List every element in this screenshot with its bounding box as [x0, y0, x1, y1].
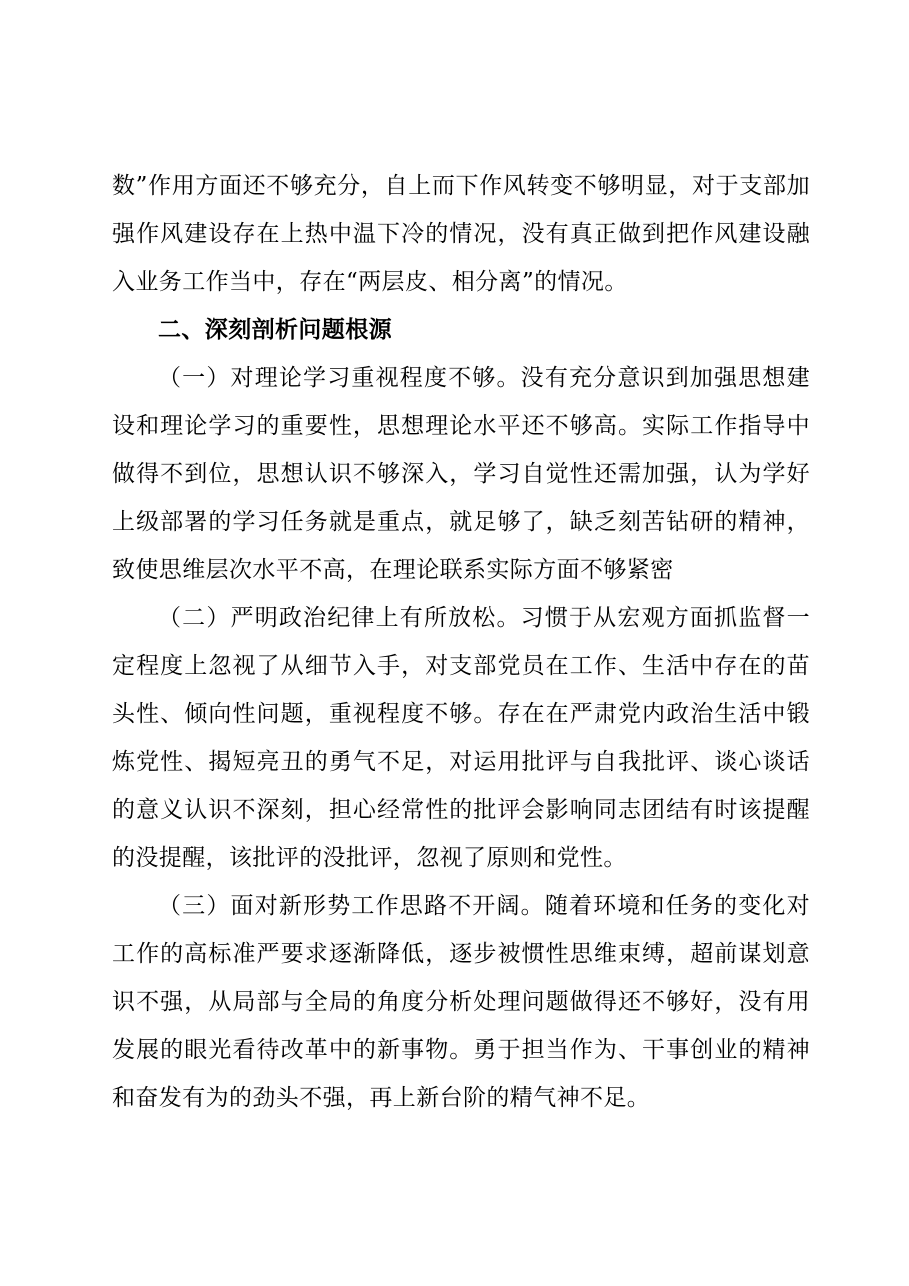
section-heading: 二、深刻剖析问题根源 — [158, 317, 392, 343]
document-body — [112, 162, 810, 1122]
paragraph-continuation: 数”作用方面还不够充分，自上而下作风转变不够明显，对于支部加强作风建设存在上热中温下冷的情况，没有真正做到把作风建设融入业务工作当中，存在“两层皮、相分离”的情况。 — [112, 173, 810, 295]
paragraph-political-discipline: （二）严明政治纪律上有所放松。习惯于从宏观方面抓监督一定程度上忽视了从细节入手，对支部党员在工作、生活中存在的苗头性、倾向性问题，重视程度不够。存在在严肃党内政治生活中锻炼党性、揭短亮丑的勇气不足，对运用批评与自我批评、谈心谈话的意义认识不深刻，担心经常性的批评会影响同志团结有时该提醒的没提醒，该批评的没批评，忽视了原则和党性。 — [112, 605, 810, 871]
paragraph-new-situation: （三）面对新形势工作思路不开阔。随着环境和任务的变化对工作的高标准严要求逐渐降低，逐步被惯性思维束缚，超前谋划意识不强，从局部与全局的角度分析处理问题做得还不够好，没有用发展的眼光看待改革中的新事物。勇于担当作为、干事创业的精神和奋发有为的劲头不强，再上新台阶的精气神不足。 — [112, 893, 810, 1111]
paragraph-theory-study: （一）对理论学习重视程度不够。没有充分意识到加强思想建设和理论学习的重要性，思想理论水平还不够高。实际工作指导中做得不到位，思想认识不够深入，学习自觉性还需加强，认为学好上级部署的学习任务就是重点，就足够了，缺乏刻苦钻研的精神，致使思维层次水平不高，在理论联系实际方面不够紧密 — [112, 365, 810, 583]
